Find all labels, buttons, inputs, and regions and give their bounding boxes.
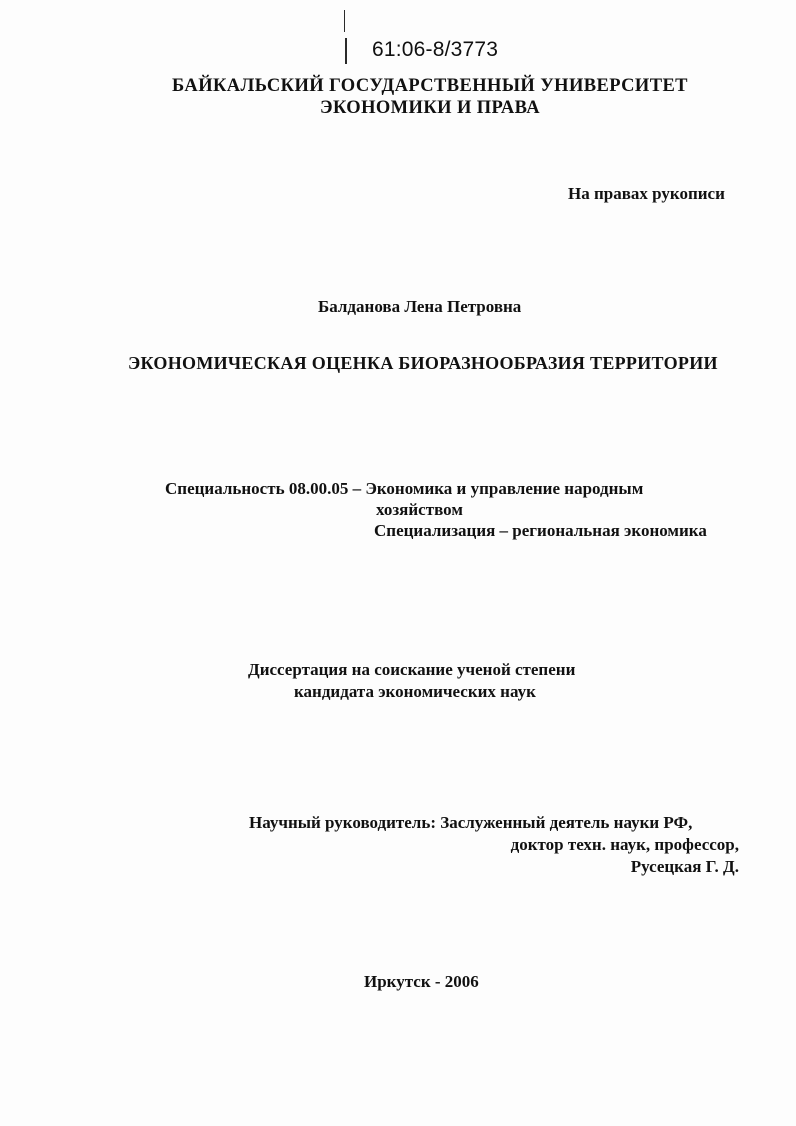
- supervisor-line2: доктор техн. наук, профессор,: [510, 835, 739, 854]
- catalog-code: 61:06-8/3773: [372, 38, 499, 61]
- rights-note: На правах рукописи: [568, 184, 725, 203]
- dissertation-title: ЭКОНОМИЧЕСКАЯ ОЦЕНКА БИОРАЗНООБРАЗИЯ ТЕРРИТОРИИ: [128, 353, 718, 373]
- scan-mark-bracket: [345, 38, 347, 64]
- supervisor-line1: Научный руководитель: Заслуженный деятель науки РФ,: [249, 813, 693, 832]
- supervisor-name: Русецкая Г. Д.: [630, 857, 739, 876]
- specialty-line2: хозяйством: [376, 500, 463, 519]
- university-name-line1: БАЙКАЛЬСКИЙ ГОСУДАРСТВЕННЫЙ УНИВЕРСИТЕТ: [172, 76, 688, 96]
- specialization-line: Специализация – региональная экономика: [374, 521, 707, 540]
- university-name-line2: ЭКОНОМИКИ И ПРАВА: [320, 98, 540, 118]
- city-year: Иркутск - 2006: [364, 972, 479, 991]
- author-name: Балданова Лена Петровна: [318, 297, 522, 316]
- scan-mark-top: [344, 10, 345, 32]
- degree-line2: кандидата экономических наук: [294, 682, 536, 701]
- degree-line1: Диссертация на соискание ученой степени: [248, 660, 576, 679]
- specialty-line1: Специальность 08.00.05 – Экономика и управление народным: [165, 479, 644, 498]
